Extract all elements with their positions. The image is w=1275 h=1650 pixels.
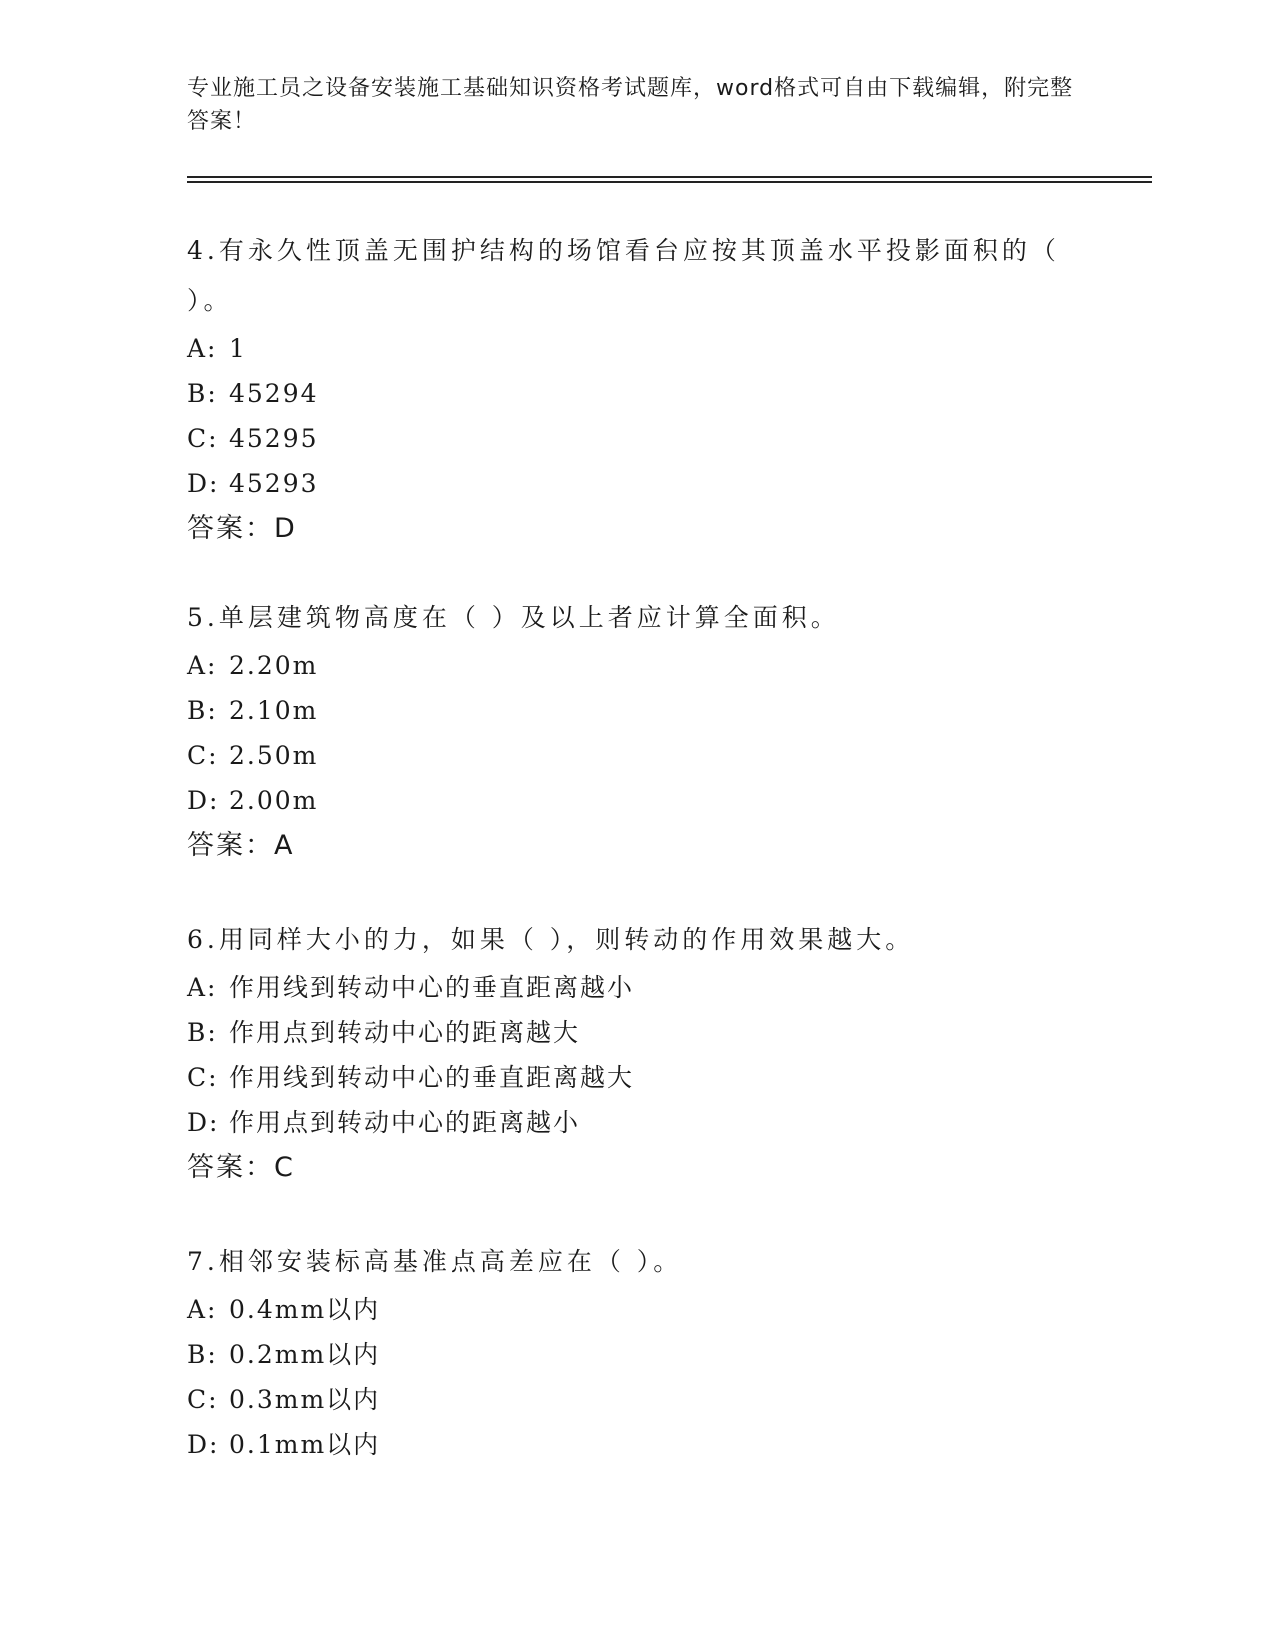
option-d [187,461,1087,506]
option-key: D: [187,1108,220,1137]
option-text: 0.1mm以内 [229,1430,381,1459]
answer-line: 答案：C [187,1152,295,1183]
option-a [187,643,1087,688]
option-key: D: [187,786,220,815]
question-stem: 6.用同样大小的力，如果（ ），则转动的作用效果越大。 [187,925,915,954]
option-c [187,1055,1087,1100]
option-text: 作用点到转动中心的距离越小 [229,1108,581,1137]
option-text: 作用线到转动中心的垂直距离越大 [229,1063,635,1092]
question-stem: 5.单层建筑物高度在（ ）及以上者应计算全面积。 [187,603,840,632]
option-b [187,1010,1087,1055]
option-key: D: [187,1430,220,1459]
option-c [187,1377,1087,1422]
option-text: 0.4mm以内 [229,1295,381,1324]
option-key: B: [187,696,218,725]
option-text: 2.10m [229,696,319,725]
option-a [187,1287,1087,1332]
option-text: 作用点到转动中心的距离越大 [229,1018,581,1047]
option-key: B: [187,1340,218,1369]
option-key: C: [187,741,219,770]
option-b [187,688,1087,733]
answer-line: 答案：A [187,830,295,861]
option-key: A: [187,334,218,363]
option-text: 1 [229,334,247,363]
option-text: 45294 [229,379,319,408]
option-key: C: [187,1385,219,1414]
option-b [187,371,1087,416]
header-divider-top [187,176,1152,178]
option-b [187,1332,1087,1377]
option-key: B: [187,379,218,408]
option-a [187,326,1087,371]
option-key: B: [187,1018,218,1047]
option-text: 2.20m [229,651,319,680]
question-5 [187,593,1087,868]
option-d [187,1422,1087,1467]
option-a [187,965,1087,1010]
option-text: 0.2mm以内 [229,1340,381,1369]
option-key: A: [187,651,218,680]
option-text: 作用线到转动中心的垂直距离越小 [229,973,635,1002]
option-key: A: [187,973,218,1002]
question-stem: 4.有永久性顶盖无围护结构的场馆看台应按其顶盖水平投影面积的（ ）。 [187,236,1072,315]
option-c [187,416,1087,461]
document-header: 专业施工员之设备安装施工基础知识资格考试题库，word格式可自由下载编辑，附完整答案！ [187,76,1074,134]
option-text: 2.00m [229,786,319,815]
option-key: D: [187,469,220,498]
option-text: 45295 [229,424,319,453]
option-text: 45293 [229,469,319,498]
option-key: C: [187,1063,219,1092]
option-d [187,1100,1087,1145]
option-key: C: [187,424,219,453]
option-c [187,733,1087,778]
question-7 [187,1237,1087,1467]
question-6 [187,915,1087,1190]
option-text: 2.50m [229,741,319,770]
header-divider-bottom [187,181,1152,183]
option-key: A: [187,1295,218,1324]
answer-line: 答案：D [187,513,297,544]
question-stem: 7.相邻安装标高基准点高差应在（ ）。 [187,1247,683,1276]
option-text: 0.3mm以内 [229,1385,381,1414]
option-d [187,778,1087,823]
question-4 [187,226,1087,551]
